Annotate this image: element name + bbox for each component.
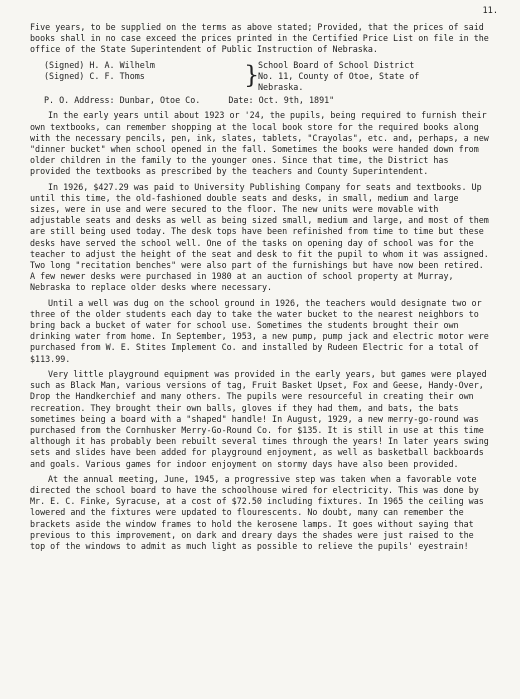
brace-symbol: }: [244, 60, 260, 89]
paragraph-textbooks: In the early years until about 1923 or '24, the pupils, being required to furnish their own textbooks, can remember shopping at the local book store for the required books along with the necessary pencils, pen, ink, slates, tablets, "Crayolas", etc. and, perhaps, a new "dinner bucket" when school opened in the fall. Sometimes the books were handed down from older children in the family to the younger ones. Since that time, the District has provided the textbooks as prescribed by the teachers and County Superintendent.: [30, 110, 489, 177]
paragraph-water: Until a well was dug on the school ground in 1926, the teachers would designate two or three of the older students each day to take the water bucket to the nearest neighbors to bring back a bucket of water for school use. Sometimes the students brought their own drinking water from home. In September, 1953, a new pump, pump jack and electric motor were purchased from W. E. Stites Implement Co. and installed by Rudeen Electric for a total of $113.99.: [30, 297, 489, 364]
letter-date: Date: Oct. 9th, 1891": [228, 95, 335, 106]
paragraph-electricity: At the annual meeting, June, 1945, a progressive step was taken when a favorable vote directed the school board to have the schoolhouse wired for electricity. This was done by Mr. E. C. Finke, Syracuse, at a cost of $72.50 including fixtures. In 1965 the ceiling was lowered and the fixtures were updated to flourescents. No doubt, many can remember the brackets aside the window frames to hold the kerosene lamps. It goes without saying that previous to this improvement, on dark and dreary days the shades were just raised to the top of the windows to admit as much light as possible to relieve the pupils' eyestrain!: [30, 473, 484, 551]
signature-thoms: (Signed) C. F. Thoms: [44, 70, 145, 81]
signature-block: [30, 60, 492, 94]
paragraph-desks: In 1926, $427.29 was paid to University Publishing Company for seats and textbooks. Up until this time, the old-fashioned double seats and desks, in small, medium and large sizes, were in use and were secured to the floor. The new units were movable with adjustable seats and desks as well as being sized small, medium and large, and most of them are still being used today. The desk tops have been refinished from time to time but these desks have served the school well. One of the tasks on opening day of school was for the teacher to adjust the height of the seat and desk to fit the pupil to whom it was assigned. Two long "recitation benches" were also part of the furnishings but have now been retired. A few newer desks were purchased in 1980 at an auction of school property at Murray, Nebraska to replace older desks where necessary.: [30, 181, 489, 293]
signature-wilhelm: (Signed) H. A. Wilhelm: [44, 59, 155, 70]
opening-paragraph: Five years, to be supplied on the terms as above stated; Provided, that the prices of said books shall in no case exceed the prices printed in the Certified Price List on file in the office of the State Superintendent of Public Instruction of Nebraska.: [30, 22, 494, 55]
post-office-address: P. O. Address: Dunbar, Otoe Co.: [44, 95, 201, 106]
address-line: [44, 95, 492, 106]
paragraph-playground: Very little playground equipment was provided in the early years, but games were played such as Black Man, various versions of tag, Fruit Basket Upset, Fox and Geese, Handy-Over, Drop the Handkerchief and many others. The pupils were resourceful in creating their own recreation. They brought their own balls, gloves if they had them, and bats, the bats sometimes being a board with a "shaped" handle! In August, 1929, a new merry-go-round was purchased from the Cornhusker Merry-Go-Round Co. for $135. It is still in use at this time although it has probably been rebuilt several times through the years! In later years swing sets and slides have been added for playground enjoyment, as well as basketball backboards and goals. Various games for indoor enjoyment on stormy days have also been provided.: [30, 368, 489, 469]
page-number: 11.: [482, 6, 498, 16]
school-board-text: School Board of School District No. 11, County of Otoe, State of Nebraska.: [258, 59, 420, 93]
